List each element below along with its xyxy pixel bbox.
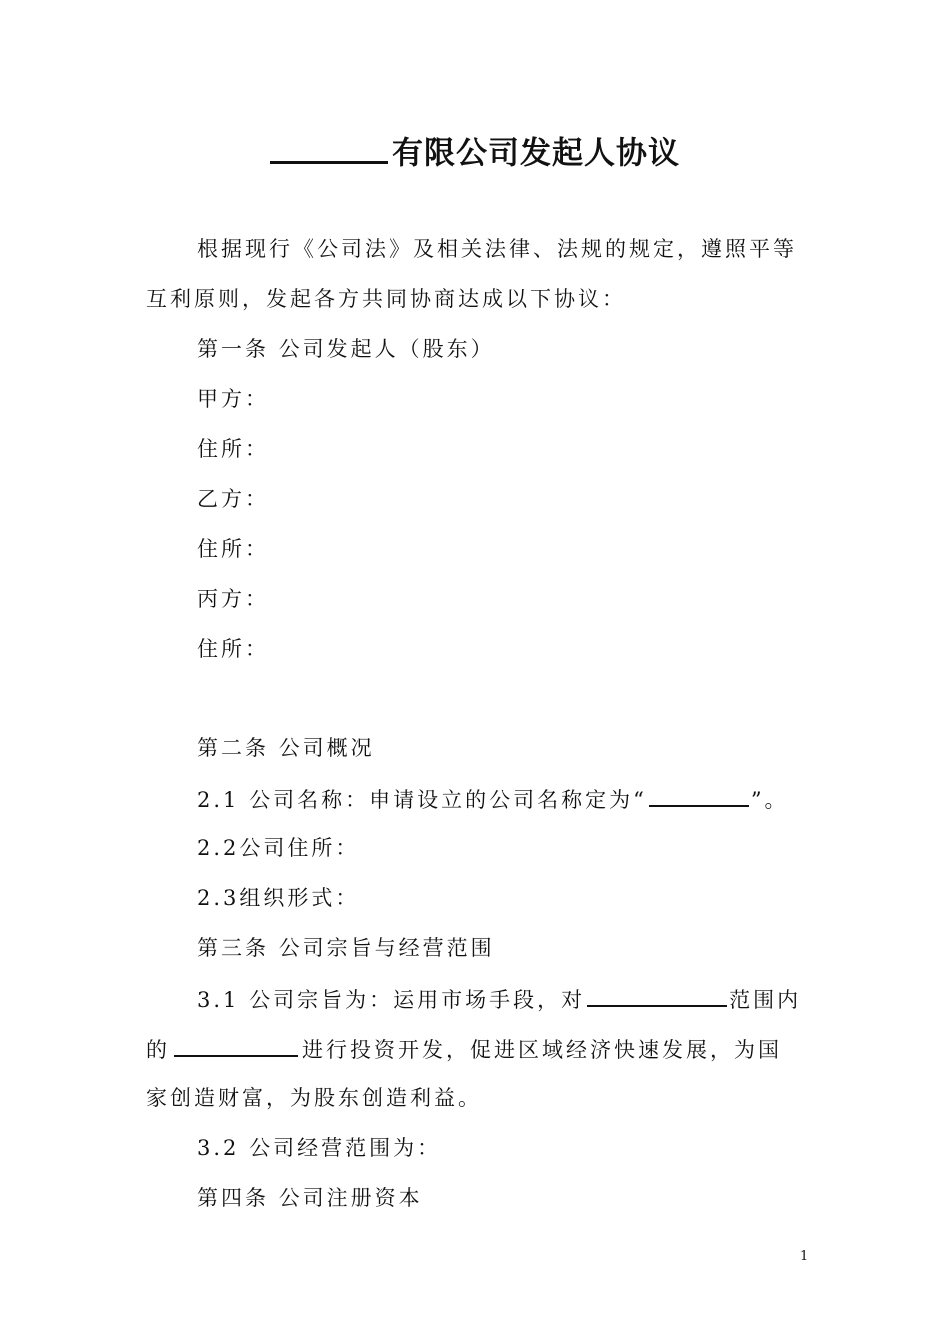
article-2-heading: 第二条 公司概况 xyxy=(197,736,375,760)
clause-2-2: 2.2公司住所： xyxy=(197,836,360,860)
party-a-label: 甲方： xyxy=(197,387,269,411)
clause-3-1-line-3: 家创造财富，为股东创造利益。 xyxy=(146,1086,482,1110)
clause-3-1-line-2 xyxy=(146,1033,782,1065)
company-name-fill-blank xyxy=(649,783,749,807)
party-b-label: 乙方： xyxy=(197,487,269,511)
page-number: 1 xyxy=(800,1249,809,1264)
clause-3-1-part-3: 的 xyxy=(146,1038,170,1063)
clause-3-1-part-2: 范围内 xyxy=(729,988,802,1013)
clause-3-1-part-4: 进行投资开发，促进区域经济快速发展，为国 xyxy=(302,1038,782,1063)
article-4-heading: 第四条 公司注册资本 xyxy=(197,1186,423,1210)
article-3-heading: 第三条 公司宗旨与经营范围 xyxy=(197,936,495,960)
article-1-heading: 第一条 公司发起人（股东） xyxy=(197,337,495,361)
preamble-line-2: 互利原则，发起各方共同协商达成以下协议： xyxy=(146,287,626,311)
clause-2-3: 2.3组织形式： xyxy=(197,886,360,910)
party-c-label: 丙方： xyxy=(197,587,269,611)
clause-2-1 xyxy=(197,783,789,815)
party-a-address-label: 住所： xyxy=(197,437,269,461)
clause-2-1-prefix: 2.1 公司名称：申请设立的公司名称定为“ xyxy=(197,788,647,813)
investment-object-blank xyxy=(174,1033,298,1057)
company-name-blank xyxy=(270,128,388,164)
preamble-line-1: 根据现行《公司法》及相关法律、法规的规定，遵照平等 xyxy=(197,237,797,261)
document-title-text: 有限公司发起人协议 xyxy=(392,135,680,172)
clause-3-1-part-1: 3.1 公司宗旨为：运用市场手段，对 xyxy=(197,988,586,1013)
party-b-address-label: 住所： xyxy=(197,537,269,561)
clause-3-1-line-1 xyxy=(197,983,801,1015)
clause-2-1-suffix: ”。 xyxy=(750,788,789,813)
document-title xyxy=(0,128,950,176)
region-scope-blank xyxy=(587,983,727,1007)
clause-3-2: 3.2 公司经营范围为： xyxy=(197,1136,442,1160)
party-c-address-label: 住所： xyxy=(197,637,269,661)
